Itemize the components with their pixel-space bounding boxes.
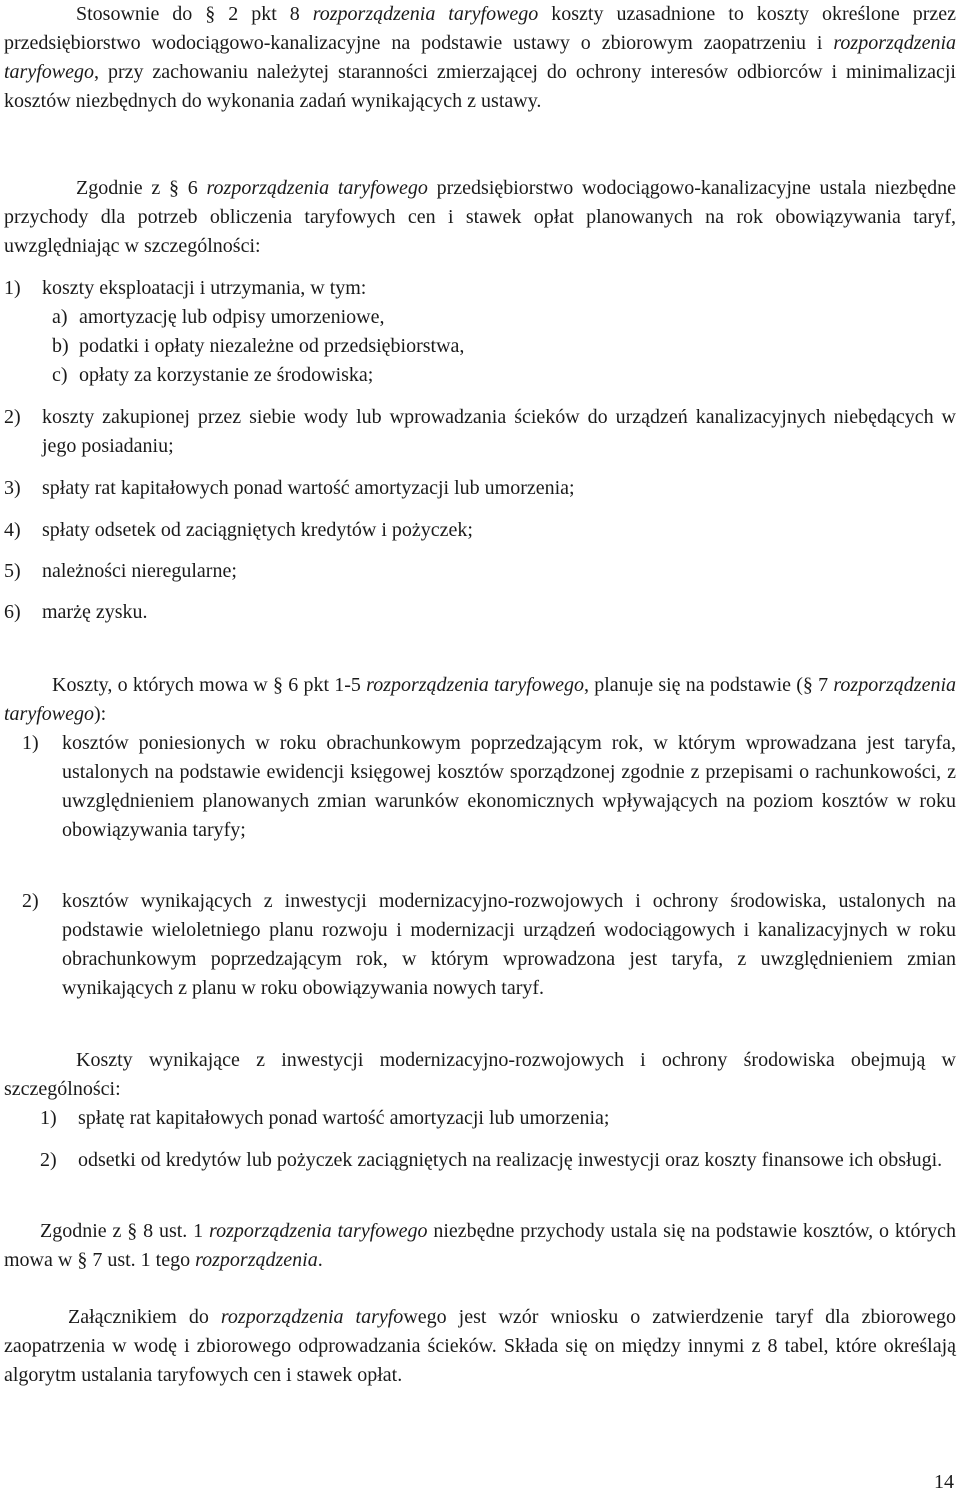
text-run: wego jest wzór wniosku o zatwierdzenie taryf dla zbiorowego zaopatrzenia w wodę i zbiorowego odprowadzania ścieków. Składa się on między innymi z 8 tabel, które określają algorytm ustalania taryfowych cen i stawek opłat. bbox=[4, 1306, 957, 1386]
list-text: marżę zysku. bbox=[42, 601, 148, 623]
text-run: przedsiębiorstwo wodociągowo-kanalizacyjne ustala niezbędne przychody dla potrzeb obliczenia taryfowych cen i stawek opłat planowanych na rok obowiązywania taryf, uwzględniając w szczególności: bbox=[4, 177, 956, 257]
list-item bbox=[4, 557, 956, 586]
text-run: ): bbox=[94, 703, 107, 725]
list-item bbox=[22, 887, 956, 1003]
sublist-item bbox=[52, 332, 956, 361]
list-item bbox=[4, 474, 956, 503]
list-number: 1) bbox=[4, 277, 21, 299]
text-run: koszty uzasadnione to koszty określone przez przedsiębiorstwo wodociągowo-kanalizacyjne na podstawie ustawy o zbiorowym zaopatrzeniu i bbox=[4, 3, 956, 54]
italic-term: rozporządzenia taryfowego bbox=[4, 32, 956, 83]
italic-term: rozporządzenia bbox=[195, 1249, 318, 1271]
paragraph-costs-definition bbox=[4, 0, 956, 116]
italic-term: rozporządzenia taryfowego bbox=[312, 3, 539, 25]
list-number: 6) bbox=[4, 601, 21, 623]
list-text: kosztów wynikających z inwestycji modernizacyjno-rozwojowych i ochrony środowiska, ustalonych na podstawie wieloletniego planu rozwoju i modernizacji urządzeń wodociągowych i kanalizacyjnych w roku obrachunkowym poprzedzającym rok, w którym wprowadzona jest taryfa, z uwzględnieniem zmian wynikających z planu w roku obowiązywania nowych taryf. bbox=[62, 890, 956, 999]
text-run: Stosownie do § 2 pkt 8 bbox=[76, 3, 313, 25]
page-number: 14 bbox=[934, 1471, 954, 1493]
sublist-letter: b) bbox=[52, 335, 69, 357]
sublist-letter: c) bbox=[52, 364, 68, 386]
list-text: spłaty odsetek od zaciągniętych kredytów i pożyczek; bbox=[42, 519, 473, 541]
text-run: , przy zachowaniu należytej staranności zmierzającej do ochrony interesów odbiorców i minimalizacji kosztów niezbędnych do wykonania zadań wynikających z ustawy. bbox=[4, 61, 956, 112]
list-number: 1) bbox=[22, 732, 39, 754]
list-text: należności nieregularne; bbox=[42, 560, 237, 582]
paragraph-revenue-basis bbox=[4, 174, 956, 261]
paragraph-attachment bbox=[4, 1303, 956, 1390]
text-run: Załącznikiem do bbox=[68, 1306, 221, 1328]
list-number: 2) bbox=[22, 890, 39, 912]
list-item bbox=[40, 1146, 956, 1175]
list-number: 1) bbox=[40, 1107, 57, 1129]
list-item bbox=[4, 598, 956, 627]
sublist-letter: a) bbox=[52, 306, 68, 328]
list-number: 2) bbox=[40, 1149, 57, 1171]
list-text: spłaty rat kapitałowych ponad wartość amortyzacji lub umorzenia; bbox=[42, 477, 575, 499]
list-text: koszty zakupionej przez siebie wody lub wprowadzania ścieków do urządzeń kanalizacyjnych niebędących w jego posiadaniu; bbox=[42, 406, 956, 457]
list-text: kosztów poniesionych w roku obrachunkowym poprzedzającym rok, w którym wprowadzana jest taryfa, ustalonych na podstawie ewidencji księgowej kosztów sporządzonej zgodnie z przepisami o rachunkowości, z uwzględnieniem planowanych zmian warunków ekonomicznych wpływających na poziom kosztów w roku obowiązywania taryfy; bbox=[62, 732, 956, 841]
list-text: koszty eksploatacji i utrzymania, w tym: bbox=[42, 277, 367, 299]
list-number: 2) bbox=[4, 406, 21, 428]
italic-term: rozporządzenia taryfowego bbox=[206, 177, 428, 199]
sublist-text: opłaty za korzystanie ze środowiska; bbox=[79, 364, 374, 386]
list-text: odsetki od kredytów lub pożyczek zaciągniętych na realizację inwestycji oraz koszty finansowe ich obsługi. bbox=[78, 1149, 943, 1171]
list-number: 4) bbox=[4, 519, 21, 541]
italic-term: rozporządzenia taryfowego bbox=[209, 1220, 428, 1242]
list-item bbox=[40, 1104, 956, 1133]
text-run: Zgodnie z § 6 bbox=[76, 177, 207, 199]
paragraph-text: Koszty wynikające z inwestycji modernizacyjno-rozwojowych i ochrony środowiska obejmują w szczególności: bbox=[4, 1049, 956, 1100]
sublist-text: podatki i opłaty niezależne od przedsiębiorstwa, bbox=[79, 335, 465, 357]
list-item bbox=[22, 729, 956, 845]
sublist-item bbox=[52, 303, 956, 332]
text-run: niezbędne przychody ustala się na podstawie kosztów, o których mowa w § 7 ust. 1 tego bbox=[4, 1220, 956, 1271]
list-number: 3) bbox=[4, 477, 21, 499]
list-item bbox=[4, 403, 956, 461]
list-item bbox=[4, 516, 956, 545]
text-run: Koszty, o których mowa w § 6 pkt 1-5 bbox=[52, 674, 367, 696]
paragraph-investment-costs bbox=[4, 1046, 956, 1104]
text-run: Zgodnie z § 8 ust. 1 bbox=[40, 1220, 210, 1242]
paragraph-necessary-revenue bbox=[4, 1217, 956, 1275]
sublist-item bbox=[52, 361, 956, 390]
list-item bbox=[4, 274, 956, 390]
paragraph-planning-basis bbox=[4, 671, 956, 729]
text-run: . bbox=[317, 1249, 323, 1271]
italic-term: rozporządzenia taryfowego bbox=[366, 674, 584, 696]
sublist-text: amortyzację lub odpisy umorzeniowe, bbox=[79, 306, 385, 328]
list-text: spłatę rat kapitałowych ponad wartość amortyzacji lub umorzenia; bbox=[78, 1107, 610, 1129]
italic-term: rozporządzenia taryfowego bbox=[4, 674, 956, 725]
list-number: 5) bbox=[4, 560, 21, 582]
text-run: , planuje się na podstawie (§ 7 bbox=[584, 674, 834, 696]
italic-term: rozporządzenia taryfo bbox=[220, 1306, 404, 1328]
